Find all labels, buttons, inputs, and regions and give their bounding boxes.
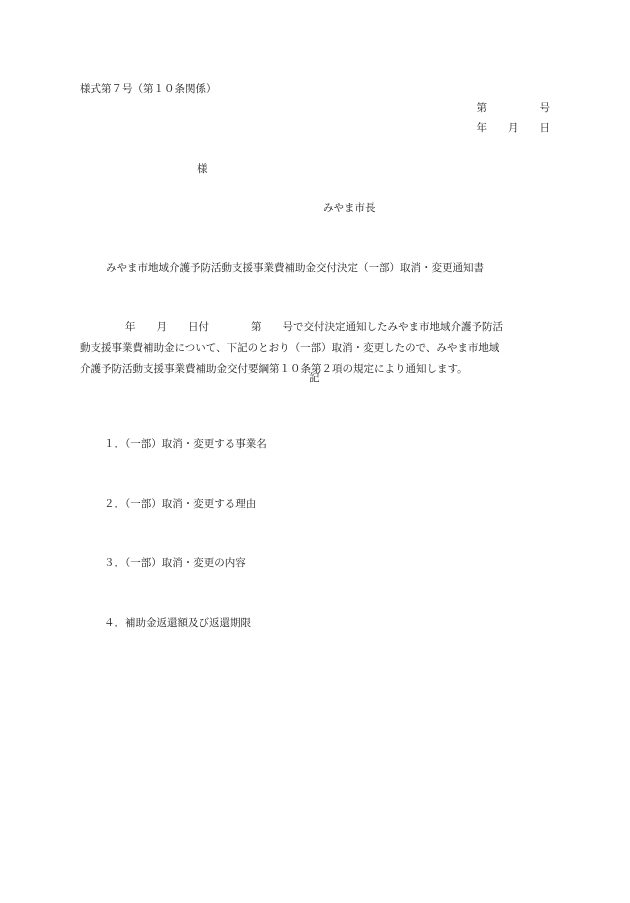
notice-body-line: 動支援事業費補助金について、下記のとおり（一部）取消・変更したので、みやま市地域 [80, 342, 500, 354]
document-title: みやま市地域介護予防活動支援事業費補助金交付決定（一部）取消・変更通知書 [106, 262, 484, 274]
list-item: ３．（一部）取消・変更の内容 [104, 557, 246, 569]
notice-body-line: 介護予防活動支援事業費補助金交付要綱第１０条第２項の規定により通知します。 [80, 363, 468, 375]
list-item: ２．（一部）取消・変更する理由 [104, 498, 257, 510]
addressee-honorific: 様 [197, 163, 208, 175]
document-date: 年 月 日 [476, 122, 550, 134]
list-item: １．（一部）取消・変更する事業名 [104, 438, 267, 450]
document-number: 第 号 [476, 102, 550, 114]
notice-body [80, 317, 570, 380]
form-label: 様式第７号（第１０条関係） [80, 83, 217, 95]
notice-body-line: 年 月 日付 第 号で交付決定通知したみやま市地域介護予防活 [125, 321, 503, 333]
issuer-name: みやま市長 [323, 202, 376, 214]
ki-heading: 記 [309, 372, 320, 384]
list-item: ４．補助金返還額及び返還期限 [104, 617, 251, 629]
